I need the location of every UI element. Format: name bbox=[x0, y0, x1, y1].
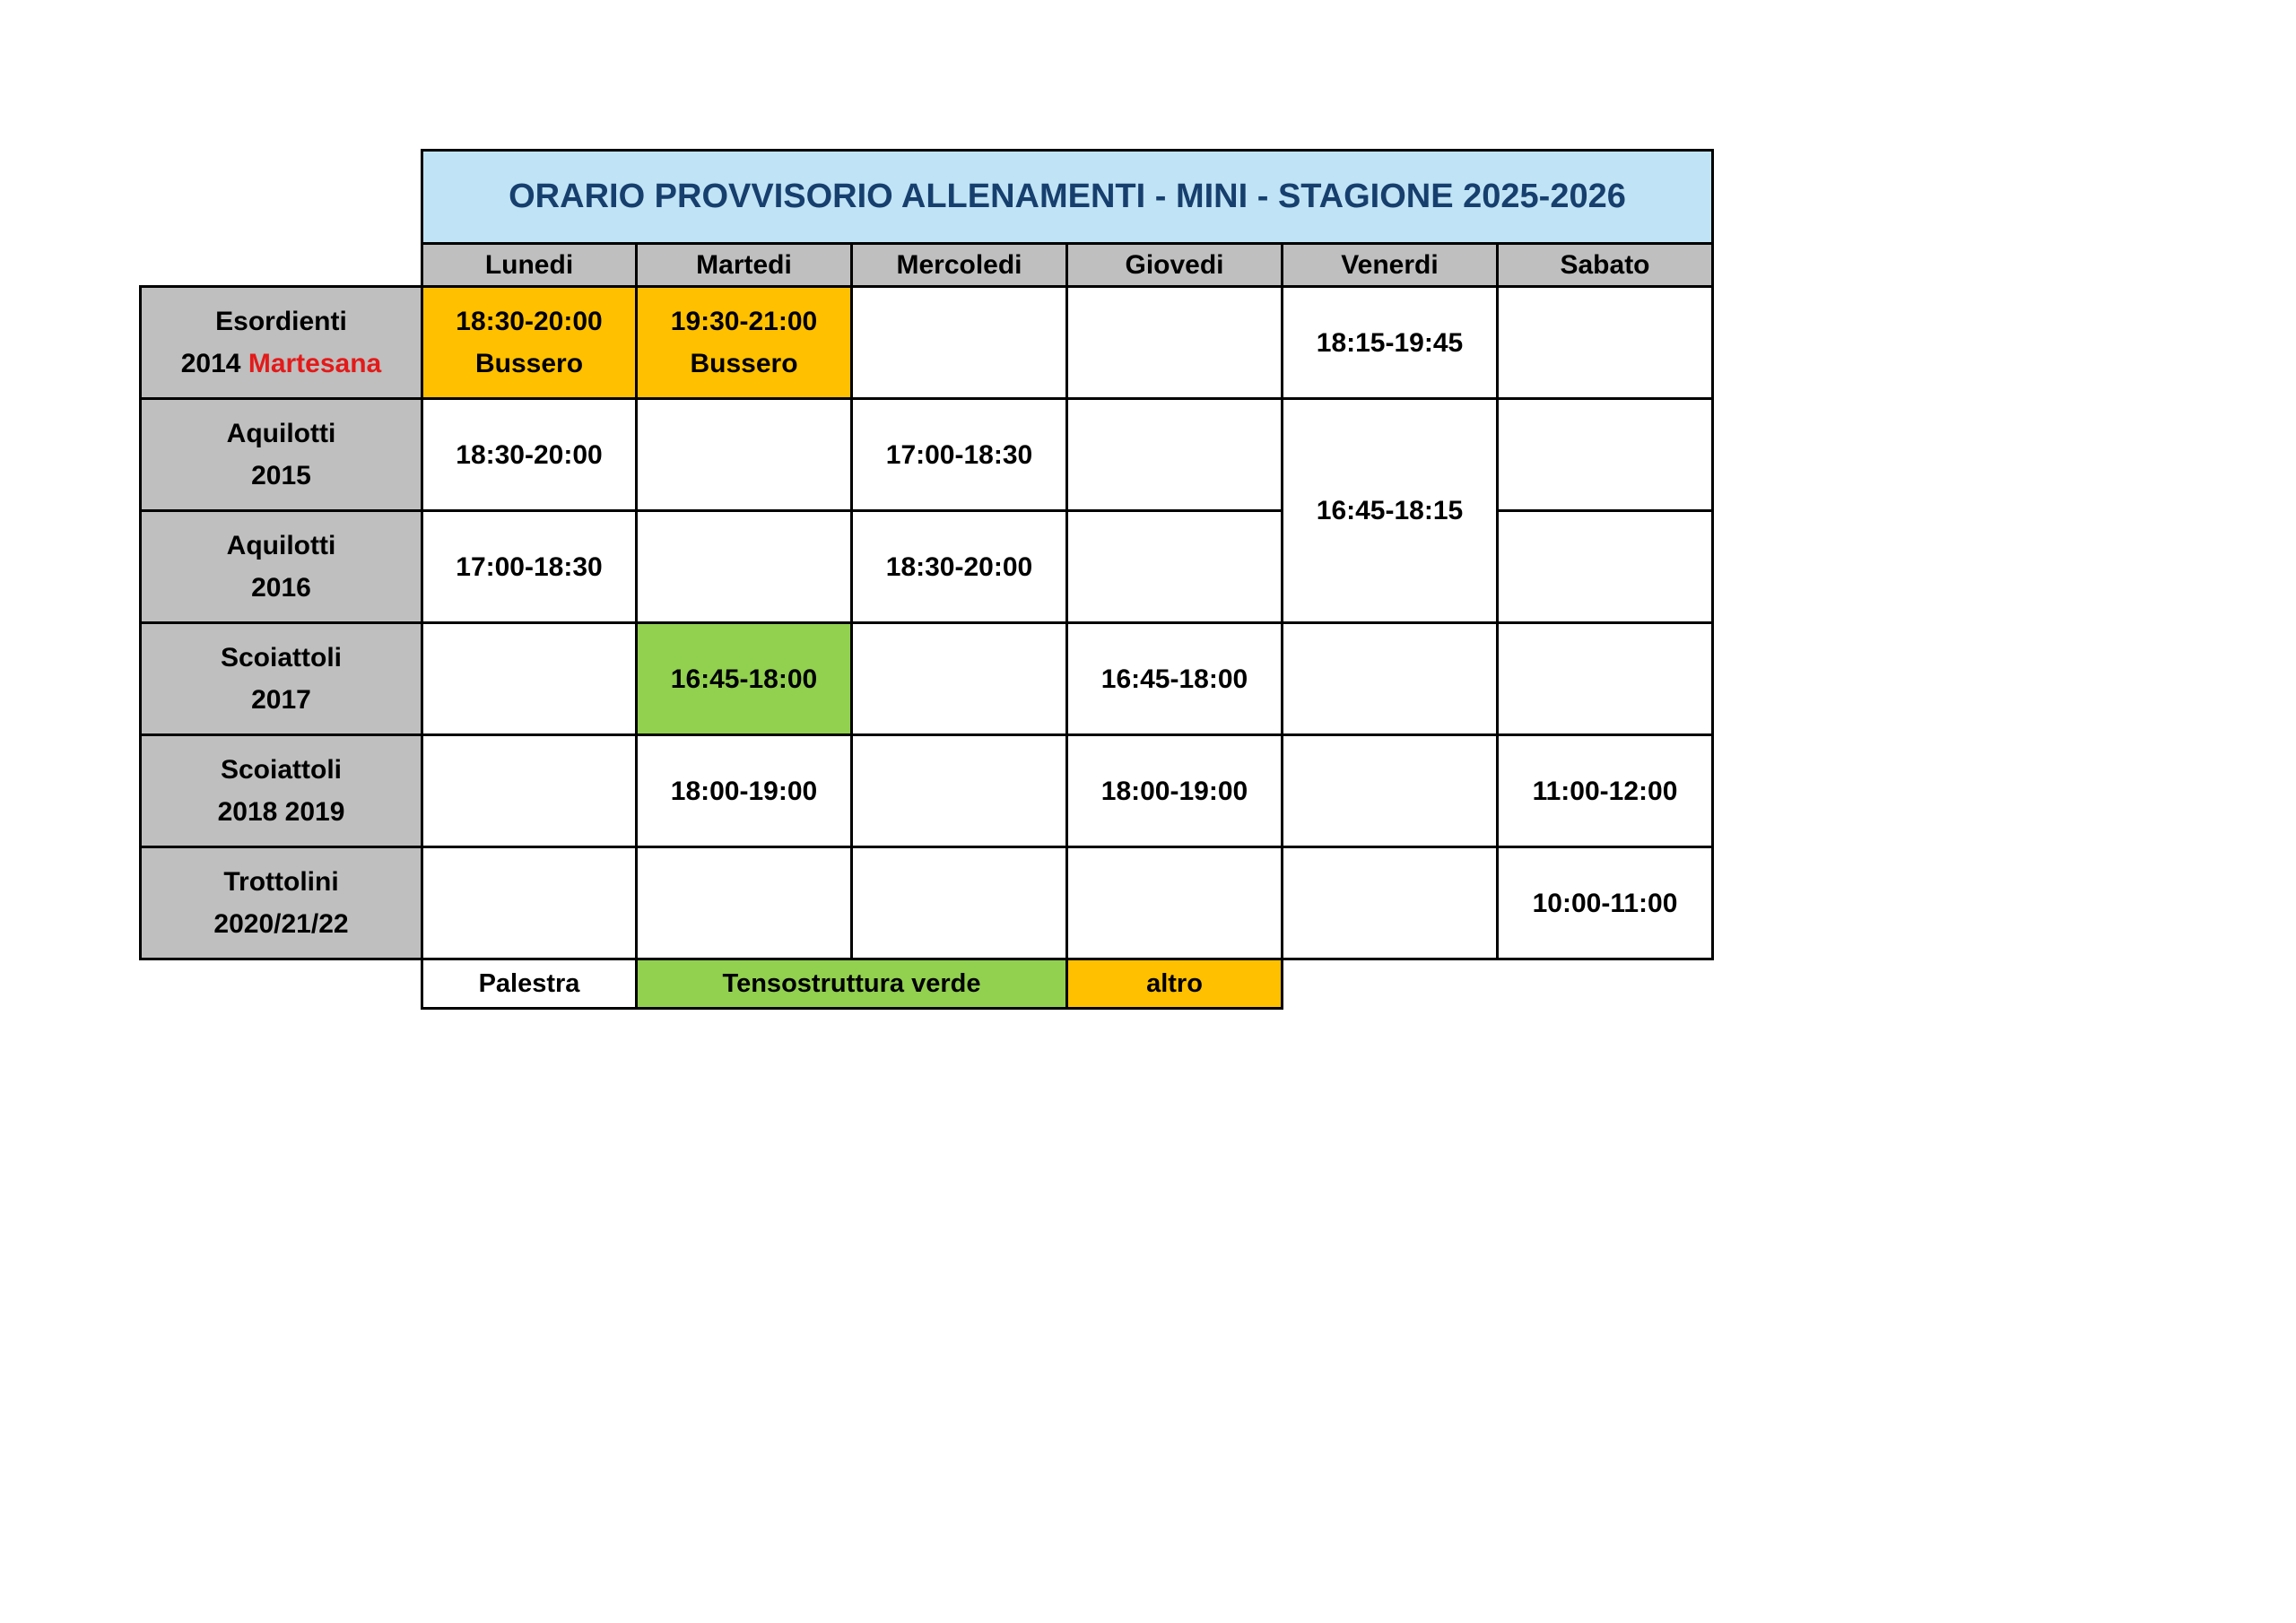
group-name: Trottolini bbox=[223, 867, 339, 897]
slot-scoiattoli-2018-mercoledi bbox=[850, 733, 1068, 848]
slot-time: 16:45-18:00 bbox=[1100, 664, 1248, 694]
slot-time: 17:00-18:30 bbox=[885, 439, 1033, 470]
day-header-label: Venerdi bbox=[1341, 249, 1439, 280]
day-header-label: Lunedi bbox=[484, 249, 574, 280]
slot-esordienti-mercoledi bbox=[850, 285, 1068, 400]
slot-aquilotti-2015-mercoledi bbox=[850, 397, 1068, 512]
slot-time: 19:30-21:00 bbox=[670, 307, 818, 336]
slot-esordienti-lunedi bbox=[421, 285, 638, 400]
day-header-label: Mercoledi bbox=[896, 249, 1022, 280]
slot-time: 18:30-20:00 bbox=[456, 307, 603, 336]
slot-trottolini-venerdi bbox=[1281, 846, 1499, 960]
group-header-aquilotti-2015 bbox=[139, 397, 423, 512]
group-year: 2016 bbox=[251, 573, 311, 603]
group-name: Scoiattoli bbox=[220, 643, 342, 673]
slot-scoiattoli-2018-sabato bbox=[1496, 733, 1714, 848]
group-header-scoiattoli-2017 bbox=[139, 621, 423, 736]
day-header-mercoledi bbox=[850, 242, 1068, 288]
legend-label: altro bbox=[1146, 969, 1203, 998]
slot-time: 16:45-18:00 bbox=[670, 664, 818, 694]
slot-scoiattoli-2017-venerdi bbox=[1281, 621, 1499, 736]
slot-time: 18:00-19:00 bbox=[1100, 776, 1248, 806]
slot-aquilotti-2016-mercoledi bbox=[850, 509, 1068, 624]
legend-label: Palestra bbox=[478, 969, 580, 998]
group-header-aquilotti-2016 bbox=[139, 509, 423, 624]
slot-trottolini-martedi bbox=[635, 846, 853, 960]
group-header-trottolini bbox=[139, 846, 423, 960]
slot-esordienti-giovedi bbox=[1065, 285, 1283, 400]
slot-time: 16:45-18:15 bbox=[1316, 496, 1464, 525]
slot-esordienti-venerdi bbox=[1281, 285, 1499, 400]
slot-aquilotti-2015-giovedi bbox=[1065, 397, 1283, 512]
day-header-label: Martedi bbox=[696, 249, 792, 280]
day-header-label: Giovedi bbox=[1125, 249, 1224, 280]
slot-aquilotti-venerdi-merged bbox=[1281, 397, 1499, 624]
slot-scoiattoli-2017-sabato bbox=[1496, 621, 1714, 736]
slot-scoiattoli-2017-giovedi bbox=[1065, 621, 1283, 736]
slot-scoiattoli-2017-lunedi bbox=[421, 621, 638, 736]
group-name: Scoiattoli bbox=[220, 755, 342, 785]
day-header-venerdi bbox=[1281, 242, 1499, 288]
legend-tensostruttura bbox=[635, 958, 1068, 1010]
slot-time: 18:00-19:00 bbox=[670, 776, 818, 806]
schedule-title-text: ORARIO PROVVISORIO ALLENAMENTI - MINI - STAGIONE 2025-2026 bbox=[509, 178, 1626, 215]
slot-trottolini-giovedi bbox=[1065, 846, 1283, 960]
slot-trottolini-mercoledi bbox=[850, 846, 1068, 960]
slot-scoiattoli-2018-venerdi bbox=[1281, 733, 1499, 848]
slot-scoiattoli-2018-lunedi bbox=[421, 733, 638, 848]
day-header-label: Sabato bbox=[1560, 249, 1650, 280]
slot-time: 18:15-19:45 bbox=[1316, 327, 1464, 358]
slot-aquilotti-2016-martedi bbox=[635, 509, 853, 624]
schedule-title bbox=[421, 149, 1714, 245]
slot-time: 11:00-12:00 bbox=[1532, 776, 1678, 806]
group-name: Aquilotti bbox=[226, 531, 336, 560]
group-name: Aquilotti bbox=[226, 419, 336, 448]
slot-aquilotti-2016-lunedi bbox=[421, 509, 638, 624]
slot-trottolini-sabato bbox=[1496, 846, 1714, 960]
slot-place: Bussero bbox=[690, 349, 798, 378]
slot-scoiattoli-2017-martedi bbox=[635, 621, 853, 736]
group-year: 2015 bbox=[251, 461, 311, 490]
slot-esordienti-sabato bbox=[1496, 285, 1714, 400]
slot-scoiattoli-2017-mercoledi bbox=[850, 621, 1068, 736]
slot-time: 18:30-20:00 bbox=[456, 439, 603, 470]
slot-aquilotti-2016-sabato bbox=[1496, 509, 1714, 624]
group-year: 2020/21/22 bbox=[213, 909, 349, 939]
slot-time: 10:00-11:00 bbox=[1532, 888, 1678, 918]
group-header-esordienti bbox=[139, 285, 423, 400]
slot-aquilotti-2016-giovedi bbox=[1065, 509, 1283, 624]
group-name: Esordienti bbox=[215, 307, 347, 336]
slot-scoiattoli-2018-giovedi bbox=[1065, 733, 1283, 848]
legend-label: Tensostruttura verde bbox=[722, 969, 981, 998]
slot-aquilotti-2015-sabato bbox=[1496, 397, 1714, 512]
legend-altro bbox=[1065, 958, 1283, 1010]
group-year-prefix: 2014 bbox=[180, 349, 248, 378]
slot-scoiattoli-2018-martedi bbox=[635, 733, 853, 848]
day-header-giovedi bbox=[1065, 242, 1283, 288]
legend-palestra bbox=[421, 958, 638, 1010]
slot-place: Bussero bbox=[474, 349, 584, 378]
day-header-sabato bbox=[1496, 242, 1714, 288]
group-year-highlight: Martesana bbox=[248, 349, 382, 378]
slot-esordienti-martedi bbox=[635, 285, 853, 400]
slot-aquilotti-2015-martedi bbox=[635, 397, 853, 512]
slot-time: 17:00-18:30 bbox=[456, 551, 603, 582]
group-header-scoiattoli-2018-2019 bbox=[139, 733, 423, 848]
slot-trottolini-lunedi bbox=[421, 846, 638, 960]
group-year bbox=[181, 343, 381, 385]
slot-time: 18:30-20:00 bbox=[885, 551, 1033, 582]
day-header-martedi bbox=[635, 242, 853, 288]
group-year: 2018 2019 bbox=[217, 797, 345, 827]
day-header-lunedi bbox=[421, 242, 638, 288]
group-year: 2017 bbox=[251, 685, 311, 715]
slot-aquilotti-2015-lunedi bbox=[421, 397, 638, 512]
